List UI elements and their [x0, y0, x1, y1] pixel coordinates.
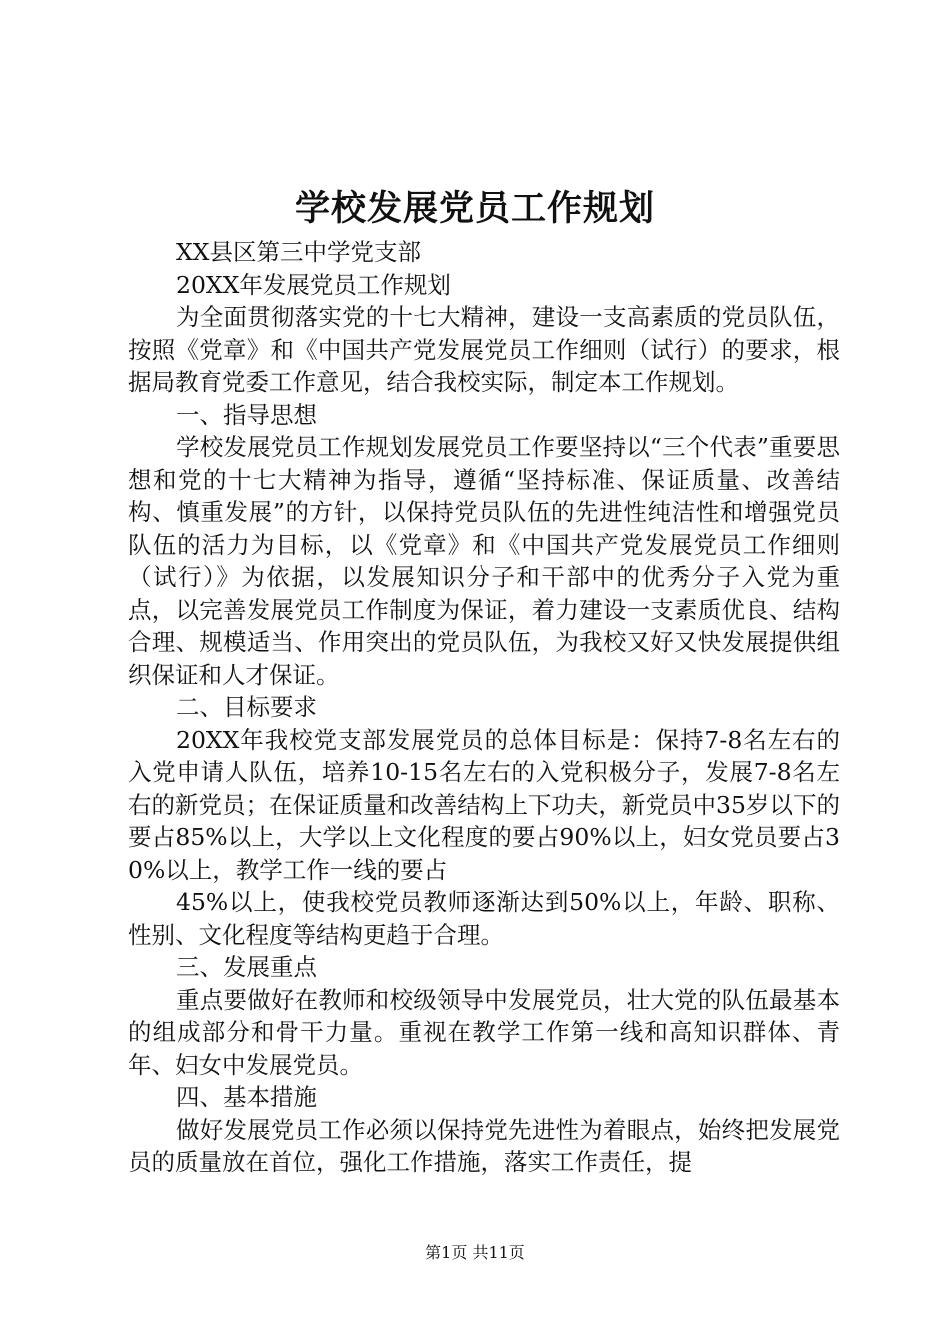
- focus-paragraph: 重点要做好在教师和校级领导中发展党员，壮大党的队伍最基本的组成部分和骨干力量。重视在教学工作第一线和高知识群体、青年、妇女中发展党员。: [128, 985, 840, 1079]
- measures-paragraph: 做好发展党员工作必须以保持党先进性为着眼点，始终把发展党员的质量放在首位，强化工作措施，落实工作责任，提: [128, 1115, 840, 1176]
- page-title: 学校发展党员工作规划: [294, 188, 655, 229]
- section-heading-focus: 三、发展重点: [176, 953, 317, 981]
- page-footer: 第1页 共11页: [425, 1243, 525, 1262]
- guiding-ideology-paragraph: 学校发展党员工作规划发展党员工作要坚持以“三个代表”重要思想和党的十七大精神为指导，遵循“坚持标准、保证质量、改善结构、慎重发展”的方针，以保持党员队伍的先进性纯洁性和增强党员队伍的活力为目标，以《党章》和《中国共产党发展党员工作细则（试行）》为依据，以发展知识分子和干部中的优秀分子入党为重点，以完善发展党员工作制度为保证，着力建设一支素质优良、结构合理、规模适当、作用突出的党员队伍，为我校又好又快发展提供组织保证和人才保证。: [128, 433, 840, 689]
- section-heading-goals: 二、目标要求: [176, 693, 317, 721]
- intro-paragraph: 为全面贯彻落实党的十七大精神，建设一支高素质的党员队伍，按照《党章》和《中国共产党发展党员工作细则（试行）的要求，根据局教育党委工作意见，结合我校实际，制定本工作规划。: [128, 303, 840, 396]
- section-heading-measures: 四、基本措施: [176, 1083, 317, 1111]
- document-body: [128, 236, 840, 1179]
- goals-paragraph-continued: 45%以上，使我校党员教师逐渐达到50%以上，年龄、职称、性别、文化程度等结构更趋于合理。: [128, 888, 840, 949]
- header-line-organization: XX县区第三中学党支部: [176, 238, 421, 266]
- header-line-plan-title: 20XX年发展党员工作规划: [176, 270, 451, 299]
- goals-paragraph: 20XX年我校党支部发展党员的总体目标是：保持7-8名左右的入党申请人队伍，培养10-15名左右的入党积极分子，发展7-8名左右的新党员；在保证质量和改善结构上下功夫，新党员中35岁以下的要占85%以上，大学以上文化程度的要占90%以上，妇女党员要占30%以上，教学工作一线的要占: [128, 725, 840, 884]
- section-heading-guiding-ideology: 一、指导思想: [176, 400, 317, 429]
